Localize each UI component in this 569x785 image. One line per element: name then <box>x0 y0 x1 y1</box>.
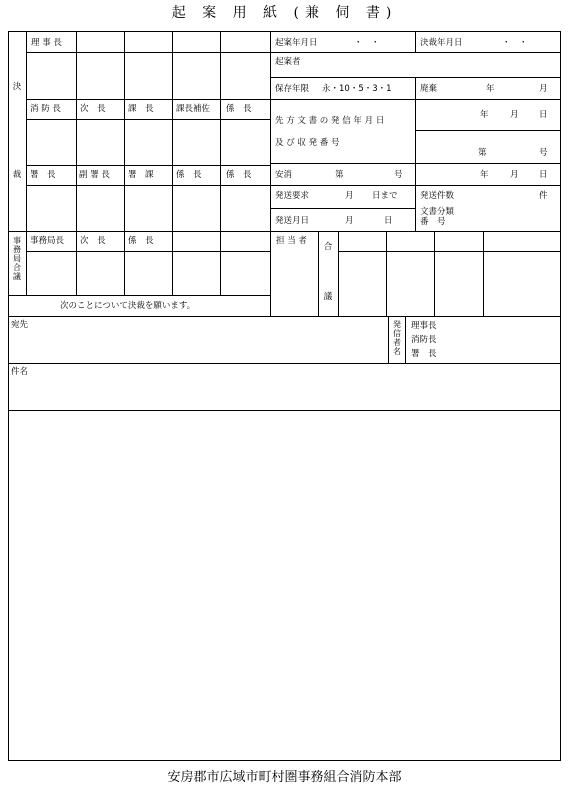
consult-cell: 事務局長 <box>30 236 65 246</box>
approver-cell: 次 長 <box>80 104 106 114</box>
consult-bottom-char: 議 <box>323 292 333 302</box>
approver-cell: 副 署 長 <box>79 170 110 180</box>
organization-name: 安房郡市広域市町村圏事務組合消防本部 <box>167 770 402 785</box>
sent-month: 月 <box>510 170 519 180</box>
approver-cell: 係 長 <box>226 170 252 180</box>
approver-cell: 消 防 長 <box>30 104 61 114</box>
send-request-until: 日まで <box>372 191 398 201</box>
approver-cell: 課長補佐 <box>176 104 211 114</box>
sent-day: 日 <box>539 170 548 180</box>
sent-label: 安消 <box>275 170 293 180</box>
approver-cell: 署 長 <box>30 170 56 180</box>
send-count-unit: 件 <box>539 191 548 201</box>
drafter-label: 起案者 <box>275 57 301 67</box>
approver-cell: 課 長 <box>128 104 154 114</box>
drafted-date-dots: ・ ・ <box>354 38 380 48</box>
address-label: 宛先 <box>11 320 29 330</box>
consult-side-label: 事務局合議 <box>13 236 21 281</box>
send-date-month: 月 <box>345 216 354 226</box>
prior-doc-year: 年 <box>480 110 489 120</box>
prior-doc-day: 日 <box>539 110 548 120</box>
sender-name: 理事長 <box>411 321 437 331</box>
disposal-label: 廃棄 <box>420 84 438 94</box>
prior-doc-go: 号 <box>539 148 548 158</box>
sender-label: 発信者名 <box>393 320 401 356</box>
doc-class-label: 文書分類 <box>420 207 455 217</box>
prior-doc-month: 月 <box>510 110 519 120</box>
approver-cell: 署 課 <box>128 170 154 180</box>
approver-cell: 係 長 <box>176 170 202 180</box>
consult-top-char: 合 <box>323 242 333 252</box>
sent-dai: 第 <box>335 170 344 180</box>
retention-values: 永・10・5・3・1 <box>322 84 392 94</box>
send-request-label: 発送要求 <box>275 191 310 201</box>
sender-name: 署 長 <box>411 349 437 359</box>
doc-class-label-2: 番 号 <box>420 217 446 227</box>
prior-doc-dai: 第 <box>478 148 487 158</box>
request-note: 次のことについて決裁を願います。 <box>60 301 196 311</box>
consult-cell: 係 長 <box>128 236 154 246</box>
prior-doc-label: 先 方 文 書 の 発 信 年 月 日 <box>275 116 385 126</box>
decision-side-bottom: 裁 <box>12 170 22 180</box>
sender-name: 消防長 <box>411 335 437 345</box>
send-count-label: 発送件数 <box>420 191 455 201</box>
send-request-month: 月 <box>345 191 354 201</box>
decision-side-top: 決 <box>12 82 22 92</box>
approver-cell: 理 事 長 <box>31 38 62 48</box>
disposal-year: 年 <box>486 84 495 94</box>
prior-doc-label-2: 及 び 収 発 番 号 <box>275 138 340 148</box>
decided-date-label: 決裁年月日 <box>420 38 463 48</box>
approver-cell: 係 長 <box>226 104 252 114</box>
send-date-day: 日 <box>384 216 393 226</box>
drafted-date-label: 起案年月日 <box>275 38 318 48</box>
disposal-month: 月 <box>539 84 548 94</box>
sent-go: 号 <box>394 170 403 180</box>
sent-year: 年 <box>480 170 489 180</box>
send-date-label: 発送月日 <box>275 216 310 226</box>
page-title: 起 案 用 紙 (兼 伺 書) <box>171 5 398 21</box>
consult-cell: 次 長 <box>80 236 106 246</box>
decided-date-dots: ・ ・ <box>502 38 528 48</box>
retention-label: 保存年限 <box>275 84 310 94</box>
person-in-charge-label: 担 当 者 <box>276 236 307 246</box>
subject-label: 件名 <box>11 367 29 377</box>
